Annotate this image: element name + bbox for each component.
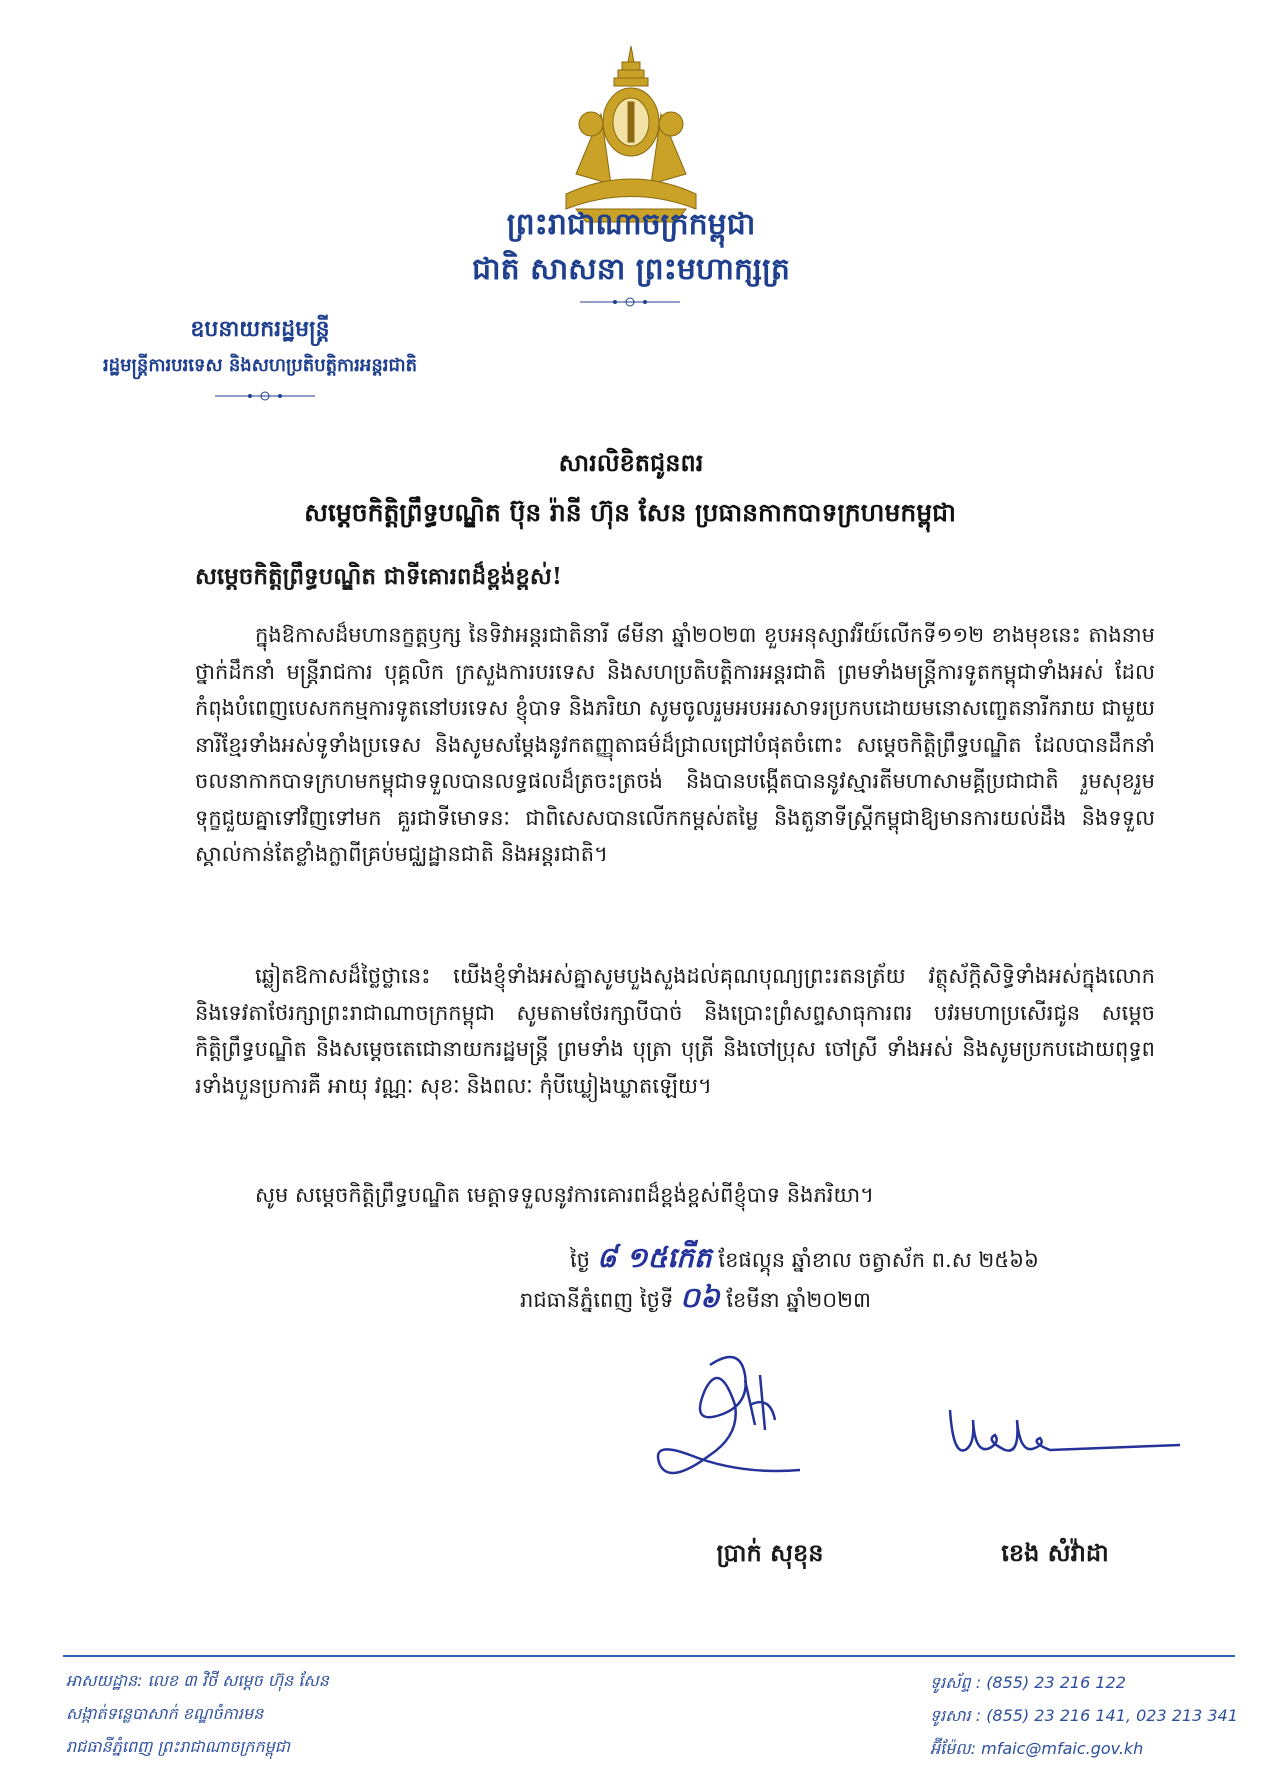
signatory-name: ខេង សំវ៉ាដា [1001,1538,1109,1567]
handwritten-lunar-day: ៨ ១៥កើត [596,1241,712,1274]
gregorian-date-line [520,1280,1160,1321]
ornament-divider-icon [580,294,680,310]
ministry-title: រដ្ឋមន្ត្រីការបរទេស និងសហប្រតិបត្តិការអន្តរជាតិ [102,355,418,376]
footer-fax: ទូរសារ : (855) 23 216 141, 023 213 341 [930,1706,1238,1725]
signature-2 [945,1400,1185,1475]
footer-divider [63,1655,1235,1657]
national-motto: ជាតិ សាសនា ព្រះមហាក្សត្រ [472,252,790,287]
footer-address-line: សង្កាត់ទន្លេបាសាក់ ខណ្ឌចំការមន [66,1704,264,1723]
gregorian-date-rest: ខែមីនា ឆ្នាំ២០២៣ [726,1288,871,1312]
footer-address-line: អាសយដ្ឋាន: លេខ ៣ វិថី សម្តេច ហ៊ុន សែន [66,1671,329,1690]
footer-phone: ទូរស័ព្ទ : (855) 23 216 122 [930,1673,1126,1692]
kingdom-title: ព្រះរាជាណាចក្រកម្ពុជា [506,207,756,242]
lunar-date-line [570,1240,1160,1281]
closing-paragraph: សូម សម្តេចកិត្តិព្រឹទ្ធបណ្ឌិត មេត្តាទទួលនូវការគោរពដ៏ខ្ពង់ខ្ពស់ពីខ្ញុំបាទ និងភរិយា។ [255,1183,874,1207]
gregorian-date-prefix: រាជធានីភ្នំពេញ ថ្ងៃទី [520,1288,674,1312]
signatory-name: ប្រាក់ សុខុន [716,1538,824,1567]
footer-address-line: រាជធានីភ្នំពេញ ព្រះរាជាណាចក្រកម្ពុជា [66,1737,290,1756]
lunar-date-prefix: ថ្ងៃ [570,1248,590,1272]
ornament-divider-icon [215,388,315,404]
signature-1 [650,1345,820,1495]
letter-recipient: សម្តេចកិត្តិព្រឹទ្ធបណ្ឌិត ប៊ុន រ៉ានី ហ៊ុន សែន ប្រធានកាកបាទក្រហមកម្ពុជា [304,498,956,527]
office-title: ឧបនាយករដ្ឋមន្ត្រី [190,316,330,342]
royal-coat-of-arms-emblem [556,44,706,224]
handwritten-day: ០៦ [680,1281,720,1314]
footer-email-link[interactable]: អ៊ីម៉ែល: mfaic@mfaic.gov.kh [930,1739,1144,1758]
letter-title: សារលិខិតជូនពរ [558,448,704,477]
lunar-date-rest: ខែផល្គុន ឆ្នាំខាល ចត្វាស័ក ព.ស ២៥៦៦ [718,1248,1039,1272]
body-paragraph: ក្នុងឱកាសដ៏មហានក្ខត្តឫក្ស នៃទិវាអន្តរជាតិនារី ៨មីនា ឆ្នាំ២០២៣ ខួបអនុស្សាវរីយ៍លើកទី១១២ ខាងមុខនេះ តាងនាមថ្នាក់ដឹកនាំ មន្ត្រីរាជការ បុគ្គលិក ក្រសួងការបរទេស និងសហប្រតិបត្តិការអន្តរជាតិ ព្រមទាំងមន្ត្រីការទូតកម្ពុជាទាំងអស់ ដែលកំពុងបំពេញបេសកកម្មការទូតនៅបរទេស ខ្ញុំបាទ និងភរិយា សូមចូលរួមអបអរសាទរប្រកបដោយមនោសញ្ចេតនារីករាយ ជាមួយនារីខ្មែរទាំងអស់ទូទាំងប្រទេស និងសូមសម្តែងនូវកតញ្ញុតាធម៌ដ៏ជ្រាលជ្រៅបំផុតចំពោះ សម្តេចកិត្តិព្រឹទ្ធបណ្ឌិត ដែលបានដឹកនាំចលនាកាកបាទក្រហមកម្ពុជាទទួលបានលទ្ធផលដ៏ត្រចះត្រចង់ និងបានបង្កើតបាននូវស្មារតីមហាសាមគ្គីប្រជាជាតិ រួមសុខរួមទុក្ខជួយគ្នាទៅវិញទៅមក គួរជាទីមោទនៈ ជាពិសេសបានលើកកម្ពស់តម្លៃ និងតួនាទីស្ត្រីកម្ពុជាឱ្យមានការយល់ដឹង និងទទួលស្គាល់កាន់តែខ្លាំងក្លាពីគ្រប់មជ្ឈដ្ឋានជាតិ និងអន្តរជាតិ។ [195,623,1155,866]
salutation: សម្តេចកិត្តិព្រឹទ្ធបណ្ឌិត ជាទីគោរពដ៏ខ្ពង់ខ្ពស់! [195,563,562,590]
body-paragraph: ឆ្លៀតឱកាសដ៏ថ្លៃថ្លានេះ យើងខ្ញុំទាំងអស់គ្នាសូមបួងសួងដល់គុណបុណ្យព្រះរតនត្រ័យ វត្ថុស័ក្តិសិទ្ធិទាំងអស់ក្នុងលោក និងទេវតាថែរក្សាព្រះរាជាណាចក្រកម្ពុជា សូមតាមថែរក្សាបីបាច់ និងប្រោះព្រំសព្ទសាធុការពរ បវរមហាប្រសើរជូន សម្តេចកិត្តិព្រឹទ្ធបណ្ឌិត និងសម្តេចតេជោនាយករដ្ឋមន្ត្រី ព្រមទាំង បុត្រា បុត្រី និងចៅប្រុស ចៅស្រី ទាំងអស់ និងសូមប្រកបដោយពុទ្ធពរទាំងបួនប្រការគឺ អាយុ វណ្ណៈ សុខៈ និងពលៈ កុំបីឃ្លៀងឃ្លាតឡើយ។ [195,964,1155,1098]
